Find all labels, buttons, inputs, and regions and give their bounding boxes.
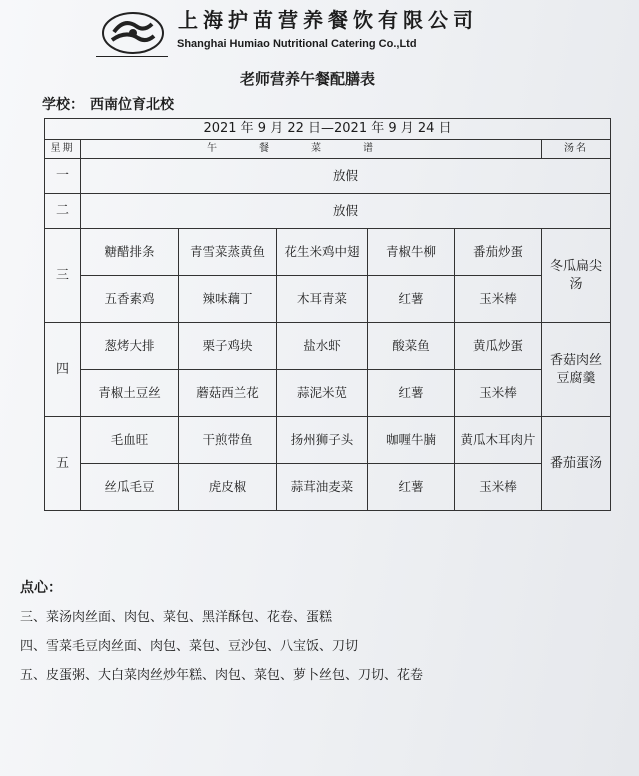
dish-cell: 五香素鸡 xyxy=(81,276,179,323)
dish-cell: 栗子鸡块 xyxy=(179,323,277,370)
snack-line: 五、皮蛋粥、大白菜肉丝炒年糕、肉包、菜包、萝卜丝包、刀切、花卷 xyxy=(20,668,424,683)
dish-cell: 糖醋排条 xyxy=(81,229,179,276)
col-header-soup: 汤名 xyxy=(542,140,611,159)
company-name-cn: 上海护苗营养餐饮有限公司 xyxy=(178,8,478,32)
dish-cell: 蒜茸油麦菜 xyxy=(277,464,368,511)
dish-cell: 黄瓜木耳肉片 xyxy=(455,417,542,464)
dish-cell: 黄瓜炒蛋 xyxy=(455,323,542,370)
day-wednesday: 三 xyxy=(45,229,81,323)
dish-cell: 葱烤大排 xyxy=(81,323,179,370)
dish-cell: 花生米鸡中翅 xyxy=(277,229,368,276)
dish-cell: 扬州狮子头 xyxy=(277,417,368,464)
snack-line: 四、雪菜毛豆肉丝面、肉包、菜包、豆沙包、八宝饭、刀切 xyxy=(20,639,359,654)
school-name: 西南位育北校 xyxy=(90,97,174,113)
dish-cell: 木耳青菜 xyxy=(277,276,368,323)
snack-line: 三、菜汤肉丝面、肉包、菜包、黑洋酥包、花卷、蛋糕 xyxy=(20,610,333,625)
school-line xyxy=(42,94,180,114)
soup-friday: 番茄蛋汤 xyxy=(542,417,611,511)
dish-cell: 红薯 xyxy=(368,370,455,417)
dish-cell: 玉米棒 xyxy=(455,464,542,511)
dish-cell: 酸菜鱼 xyxy=(368,323,455,370)
lunch-menu-table xyxy=(44,118,611,511)
dish-cell: 咖喱牛腩 xyxy=(368,417,455,464)
dish-cell: 蘑菇西兰花 xyxy=(179,370,277,417)
company-name-en: Shanghai Humiao Nutritional Catering Co.,Ltd xyxy=(177,38,417,50)
day-monday: 一 xyxy=(45,159,81,194)
day-thursday: 四 xyxy=(45,323,81,417)
soup-thursday: 香菇肉丝豆腐羹 xyxy=(542,323,611,417)
dish-cell: 丝瓜毛豆 xyxy=(81,464,179,511)
holiday-monday: 放假 xyxy=(81,159,611,194)
dish-cell: 辣味藕丁 xyxy=(179,276,277,323)
dish-cell: 青椒牛柳 xyxy=(368,229,455,276)
school-label: 学校： xyxy=(42,97,84,113)
dish-cell: 毛血旺 xyxy=(81,417,179,464)
dish-cell: 红薯 xyxy=(368,276,455,323)
dish-cell: 青雪菜蒸黄鱼 xyxy=(179,229,277,276)
date-range: 2021 年 9 月 22 日—2021 年 9 月 24 日 xyxy=(45,119,611,140)
dish-cell: 干煎带鱼 xyxy=(179,417,277,464)
col-header-dishes: 午餐菜谱 xyxy=(81,140,542,159)
dish-cell: 番茄炒蛋 xyxy=(455,229,542,276)
document-title: 老师营养午餐配膳表 xyxy=(240,70,376,88)
col-header-day: 星期 xyxy=(45,140,81,159)
day-friday: 五 xyxy=(45,417,81,511)
holiday-tuesday: 放假 xyxy=(81,194,611,229)
dish-cell: 盐水虾 xyxy=(277,323,368,370)
logo-underline xyxy=(96,56,168,57)
dish-cell: 红薯 xyxy=(368,464,455,511)
dish-cell: 蒜泥米苋 xyxy=(277,370,368,417)
dish-cell: 青椒土豆丝 xyxy=(81,370,179,417)
dish-cell: 玉米棒 xyxy=(455,370,542,417)
dish-cell: 玉米棒 xyxy=(455,276,542,323)
day-tuesday: 二 xyxy=(45,194,81,229)
dish-cell: 虎皮椒 xyxy=(179,464,277,511)
soup-wednesday: 冬瓜扁尖汤 xyxy=(542,229,611,323)
snacks-title: 点心： xyxy=(20,580,62,596)
snacks-section xyxy=(20,574,423,690)
company-logo xyxy=(100,10,166,56)
